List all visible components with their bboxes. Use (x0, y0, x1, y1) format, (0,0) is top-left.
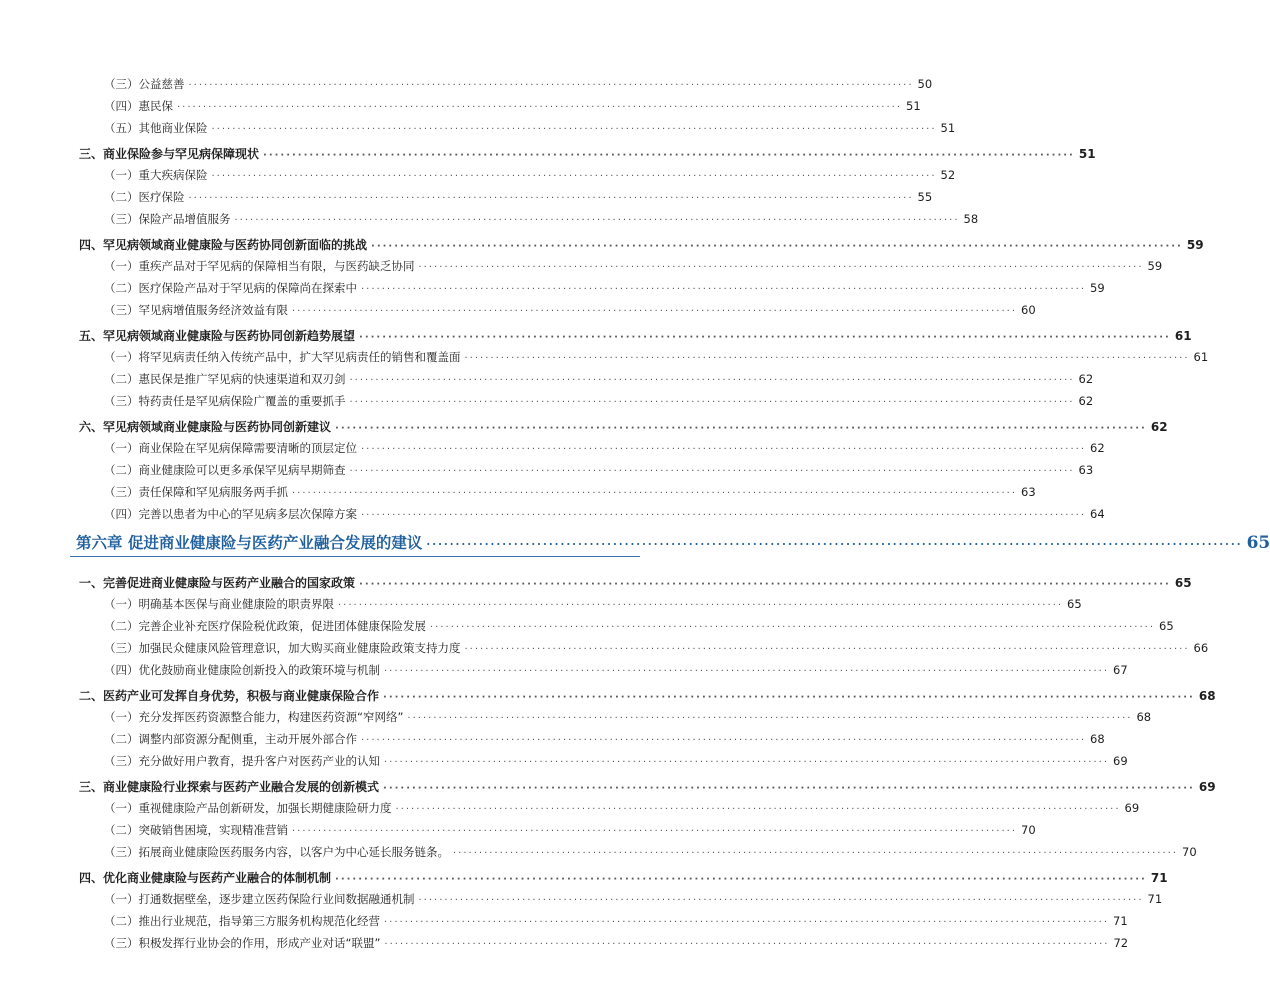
dot-leader: ············································································································································ (177, 102, 903, 113)
toc-entry[interactable] (104, 76, 933, 92)
toc-entry-title: （二）突破销售困境，实现精准营销 (104, 823, 288, 837)
dot-leader: ············································································································································ (349, 397, 1075, 408)
dot-leader: ············································································································································ (430, 622, 1156, 633)
toc-page-number: 71 (1150, 871, 1168, 885)
toc-page-number: 55 (917, 190, 933, 204)
toc-entry[interactable] (104, 98, 921, 114)
toc-entry[interactable] (104, 462, 1094, 478)
toc-entry[interactable] (104, 211, 979, 227)
toc-entry-title: （二）完善企业补充医疗保险税优政策，促进团体健康保险发展 (104, 619, 426, 633)
toc-section[interactable] (79, 778, 1216, 795)
toc-page-number: 51 (906, 99, 921, 113)
dot-leader: ············································································································································ (349, 375, 1075, 386)
toc-section[interactable] (79, 687, 1216, 704)
toc-entry[interactable] (104, 640, 1209, 656)
toc-entry[interactable] (104, 662, 1128, 678)
toc-page-number: 66 (1193, 641, 1209, 655)
toc-entry-title: （五）其他商业保险 (104, 121, 208, 135)
toc-page-number: 69 (1198, 780, 1216, 794)
chapter-divider (70, 556, 640, 557)
toc-entry-title: （三）罕见病增值服务经济效益有限 (104, 303, 288, 317)
toc-entry-title: （二）调整内部资源分配侧重，主动开展外部合作 (104, 732, 357, 746)
toc-page-number: 71 (1147, 892, 1163, 906)
toc-page-number: 51 (940, 121, 956, 135)
toc-page-number: 58 (963, 212, 979, 226)
dot-leader: ············································································································································ (188, 193, 914, 204)
toc-section[interactable] (79, 574, 1192, 591)
toc-entry[interactable] (104, 484, 1036, 500)
toc-entry-title: （一）商业保险在罕见病保障需要清晰的顶层定位 (104, 441, 357, 455)
toc-entry-title: （二）推出行业规范，指导第三方服务机构规范化经营 (104, 914, 380, 928)
toc-entry[interactable] (104, 844, 1197, 860)
toc-entry-title: （三）充分做好用户教育，提升客户对医药产业的认知 (104, 754, 380, 768)
toc-entry[interactable] (104, 440, 1105, 456)
dot-leader: ············································································································································ (234, 215, 960, 226)
toc-page-number: 62 (1150, 420, 1168, 434)
dot-leader: ············································································································································ (371, 241, 1183, 252)
toc-page-number: 63 (1021, 485, 1036, 499)
toc-entry-title: （三）公益慈善 (104, 77, 185, 91)
dot-leader: ············································································································································ (384, 666, 1110, 677)
dot-leader: ············································································································································ (359, 332, 1171, 343)
toc-entry[interactable] (104, 120, 956, 136)
toc-page-number: 60 (1021, 303, 1036, 317)
toc-page-number: 62 (1078, 372, 1094, 386)
toc-entry-title: （一）重疾产品对于罕见病的保障相当有限，与医药缺乏协同 (104, 259, 415, 273)
toc-entry-title: （四）优化鼓励商业健康险创新投入的政策环境与机制 (104, 663, 380, 677)
toc-entry[interactable] (104, 913, 1128, 929)
dot-leader: ············································································································································ (292, 826, 1018, 837)
toc-entry-title: （三）责任保障和罕见病服务两手抓 (104, 485, 288, 499)
toc-entry-title: （一）将罕见病责任纳入传统产品中，扩大罕见病责任的销售和覆盖面 (104, 350, 461, 364)
toc-page-number: 67 (1113, 663, 1128, 677)
toc-entry-title: （一）重视健康险产品创新研发，加强长期健康险研力度 (104, 801, 392, 815)
toc-entry-title: 六、罕见病领域商业健康险与医药协同创新建议 (79, 420, 332, 434)
toc-entry[interactable] (104, 822, 1036, 838)
toc-page-number: 70 (1021, 823, 1036, 837)
toc-entry[interactable] (104, 935, 1129, 951)
dot-leader: ············································································································································ (383, 692, 1195, 703)
toc-entry[interactable] (104, 618, 1174, 634)
toc-entry-title: 四、优化商业健康险与医药产业融合的体制机制 (79, 871, 332, 885)
dot-leader: ············································································································································ (263, 150, 1075, 161)
toc-entry[interactable] (104, 167, 956, 183)
dot-leader: ············································································································································ (426, 538, 1243, 551)
toc-page-number: 69 (1113, 754, 1128, 768)
toc-entry-title: （一）打通数据壁垒，逐步建立医药保险行业间数据融通机制 (104, 892, 415, 906)
toc-entry[interactable] (104, 302, 1036, 318)
toc-entry-title: 四、罕见病领域商业健康险与医药协同创新面临的挑战 (79, 238, 368, 252)
toc-chapter[interactable] (76, 531, 1270, 553)
toc-page-number: 61 (1174, 329, 1192, 343)
toc-page-number: 65 (1067, 597, 1082, 611)
toc-entry-title: 三、商业保险参与罕见病保障现状 (79, 147, 260, 161)
toc-entry[interactable] (104, 349, 1209, 365)
toc-entry-title: （三）拓展商业健康险医药服务内容，以客户为中心延长服务链条。 (104, 845, 449, 859)
toc-entry-title: （三）保险产品增值服务 (104, 212, 231, 226)
toc-page-number: 59 (1186, 238, 1204, 252)
toc-entry-title: 二、医药产业可发挥自身优势，积极与商业健康保险合作 (79, 689, 380, 703)
toc-entry-title: 三、商业健康险行业探索与医药产业融合发展的创新模式 (79, 780, 380, 794)
toc-entry[interactable] (104, 506, 1105, 522)
toc-section[interactable] (79, 145, 1096, 162)
dot-leader: ············································································································································ (292, 306, 1018, 317)
dot-leader: ············································································································································ (361, 735, 1087, 746)
toc-page-number: 70 (1182, 845, 1197, 859)
toc-page-number: 68 (1198, 689, 1216, 703)
toc-page-number: 69 (1124, 801, 1140, 815)
toc-section[interactable] (79, 236, 1204, 253)
dot-leader: ············································································································································ (418, 895, 1144, 906)
toc-entry[interactable] (104, 753, 1128, 769)
dot-leader: ············································································································································ (464, 644, 1190, 655)
toc-page-number: 65 (1246, 533, 1270, 553)
toc-page-number: 68 (1090, 732, 1105, 746)
dot-leader: ············································································································································ (384, 757, 1110, 768)
dot-leader: ············································································································································ (211, 171, 937, 182)
toc-page-number: 63 (1078, 463, 1094, 477)
toc-section[interactable] (79, 869, 1168, 886)
toc-entry-title: 第六章 促进商业健康险与医药产业融合发展的建议 (76, 533, 423, 552)
dot-leader: ············································································································································ (338, 600, 1064, 611)
toc-entry[interactable] (104, 800, 1140, 816)
toc-page-number: 59 (1147, 259, 1163, 273)
toc-entry-title: （二）医疗保险产品对于罕见病的保障尚在探索中 (104, 281, 357, 295)
toc-page-number: 72 (1113, 936, 1129, 950)
toc-page-number: 68 (1136, 710, 1152, 724)
dot-leader: ············································································································································ (361, 510, 1087, 521)
toc-entry-title: （四）惠民保 (104, 99, 173, 113)
toc-entry-title: （三）积极发挥行业协会的作用，形成产业对话“联盟” (104, 936, 381, 950)
toc-page-number: 65 (1174, 576, 1192, 590)
toc-page-number: 52 (940, 168, 956, 182)
toc-entry[interactable] (104, 371, 1094, 387)
dot-leader: ············································································································································ (361, 284, 1087, 295)
dot-leader: ············································································································································ (453, 848, 1179, 859)
toc-entry-title: （三）特药责任是罕见病保险广覆盖的重要抓手 (104, 394, 346, 408)
toc-entry-title: （四）完善以患者为中心的罕见病多层次保障方案 (104, 507, 357, 521)
dot-leader: ············································································································································ (188, 80, 914, 91)
toc-entry-title: （一）充分发挥医药资源整合能力，构建医药资源“窄网络” (104, 710, 404, 724)
toc-entry[interactable] (104, 189, 933, 205)
dot-leader: ············································································································································ (349, 466, 1075, 477)
dot-leader: ············································································································································ (292, 488, 1018, 499)
toc-entry-title: 五、罕见病领域商业健康险与医药协同创新趋势展望 (79, 329, 356, 343)
dot-leader: ············································································································································ (407, 713, 1133, 724)
dot-leader: ············································································································································ (335, 874, 1147, 885)
toc-page-number: 62 (1090, 441, 1105, 455)
dot-leader: ············································································································································ (384, 917, 1110, 928)
dot-leader: ············································································································································ (464, 353, 1190, 364)
toc-page-number: 71 (1113, 914, 1128, 928)
toc-page-number: 65 (1159, 619, 1174, 633)
dot-leader: ············································································································································ (335, 423, 1147, 434)
toc-entry[interactable] (104, 258, 1163, 274)
toc-entry[interactable] (104, 709, 1152, 725)
toc-page-number: 59 (1090, 281, 1105, 295)
dot-leader: ············································································································································ (361, 444, 1087, 455)
dot-leader: ············································································································································ (418, 262, 1144, 273)
dot-leader: ············································································································································ (384, 939, 1110, 950)
toc-entry-title: （一）重大疾病保险 (104, 168, 208, 182)
toc-entry[interactable] (104, 280, 1105, 296)
toc-section[interactable] (79, 418, 1168, 435)
toc-entry-title: （二）商业健康险可以更多承保罕见病早期筛查 (104, 463, 346, 477)
toc-entry-title: （三）加强民众健康风险管理意识，加大购买商业健康险政策支持力度 (104, 641, 461, 655)
dot-leader: ············································································································································ (359, 579, 1171, 590)
toc-section[interactable] (79, 327, 1192, 344)
toc-entry[interactable] (104, 393, 1094, 409)
toc-page-number: 61 (1193, 350, 1209, 364)
toc-page-number: 64 (1090, 507, 1105, 521)
dot-leader: ············································································································································ (395, 804, 1121, 815)
toc-page-number: 50 (917, 77, 933, 91)
dot-leader: ············································································································································ (211, 124, 937, 135)
dot-leader: ············································································································································ (383, 783, 1195, 794)
toc-entry[interactable] (104, 891, 1163, 907)
toc-entry-title: （一）明确基本医保与商业健康险的职责界限 (104, 597, 334, 611)
toc-entry-title: （二）惠民保是推广罕见病的快速渠道和双刃剑 (104, 372, 346, 386)
toc-entry[interactable] (104, 596, 1082, 612)
toc-entry-title: 一、完善促进商业健康险与医药产业融合的国家政策 (79, 576, 356, 590)
toc-page-number: 62 (1078, 394, 1094, 408)
toc-page-number: 51 (1078, 147, 1096, 161)
toc-entry[interactable] (104, 731, 1105, 747)
toc-entry-title: （二）医疗保险 (104, 190, 185, 204)
